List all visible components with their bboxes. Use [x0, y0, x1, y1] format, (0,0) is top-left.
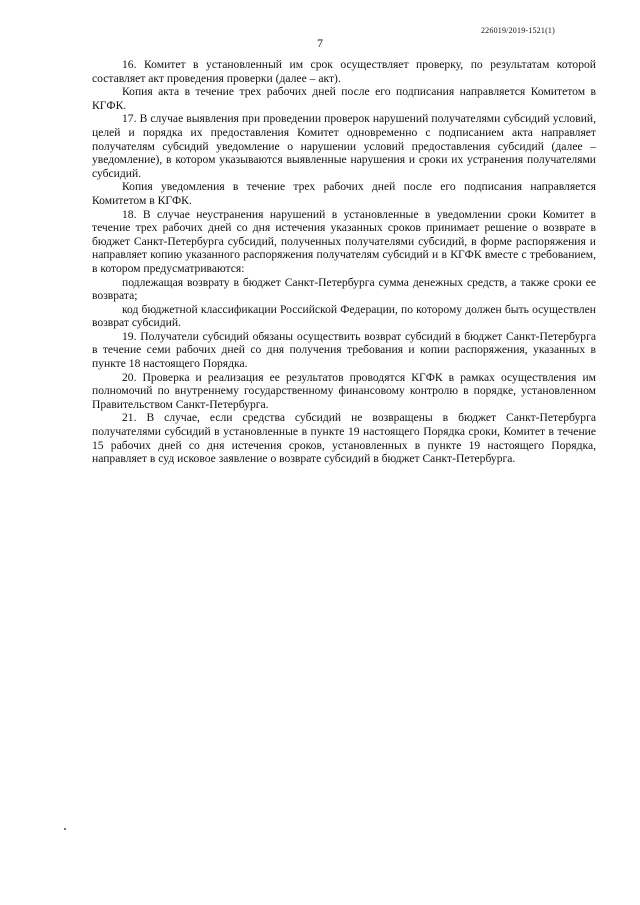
paragraph-19: 19. Получатели субсидий обязаны осуществить возврат субсидий в бюджет Санкт-Петербурга в течение семи рабочих дней со дня получения требования и копии распоряжения, указанных в пункте 18 настоящего Порядка. [92, 329, 596, 371]
document-registration-code: 226019/2019-1521(1) [480, 26, 555, 35]
paragraph-17-copy: Копия уведомления в течение трех рабочих дней после его подписания направляется Комитетом в КГФК. [92, 180, 596, 207]
paragraph-17: 17. В случае выявления при проведении проверок нарушений получателями субсидий условий, целей и порядка их предоставления Комитет одновременно с подписанием акта направляет получателям субсидий уведомление о нарушении условий предоставления субсидий (далее – уведомление), в котором указываются выявленные нарушения и сроки их устранения получателями субсидий. [92, 112, 596, 180]
paragraph-16: 16. Комитет в установленный им срок осуществляет проверку, по результатам которой составляет акт проведения проверки (далее – акт). [92, 58, 596, 85]
paragraph-18-item-code: код бюджетной классификации Российской Федерации, по которому должен быть осуществлен возврат субсидий. [92, 302, 596, 330]
paragraph-20: 20. Проверка и реализация ее результатов проводятся КГФК в рамках осуществления им полномочий по внутреннему государственному финансовому контролю в порядке, установленном Правительством Санкт-Петербурга. [92, 370, 596, 411]
paragraph-18: 18. В случае неустранения нарушений в установленные в уведомлении сроки Комитет в течение трех рабочих дней со дня истечения указанных сроков принимает решение о возврате в бюджет Санкт-Петербурга субсидий, полученных получателями субсидий, в форме распоряжения и направляет копию указанного распоряжения получателям субсидий и в КГФК вместе с требованием, в котором предусматриваются: [92, 207, 596, 275]
paragraph-16-copy: Копия акта в течение трех рабочих дней после его подписания направляется Комитетом в КГФК. [92, 85, 596, 112]
paragraph-18-item-amount: подлежащая возврату в бюджет Санкт-Петербурга сумма денежных средств, а также сроки ее возврата; [92, 275, 596, 303]
document-body [92, 58, 596, 466]
page-number: 7 [317, 36, 323, 50]
paragraph-21: 21. В случае, если средства субсидий не возвращены в бюджет Санкт-Петербурга получателями субсидий в установленные в пункте 19 настоящего Порядка сроки, Комитет в течение 15 рабочих дней со дня истечения сроков, установленных в пункте 19 настоящего Порядка, направляет в суд исковое заявление о возврате субсидий в бюджет Санкт-Петербурга. [92, 411, 596, 466]
scan-speck [64, 828, 66, 830]
